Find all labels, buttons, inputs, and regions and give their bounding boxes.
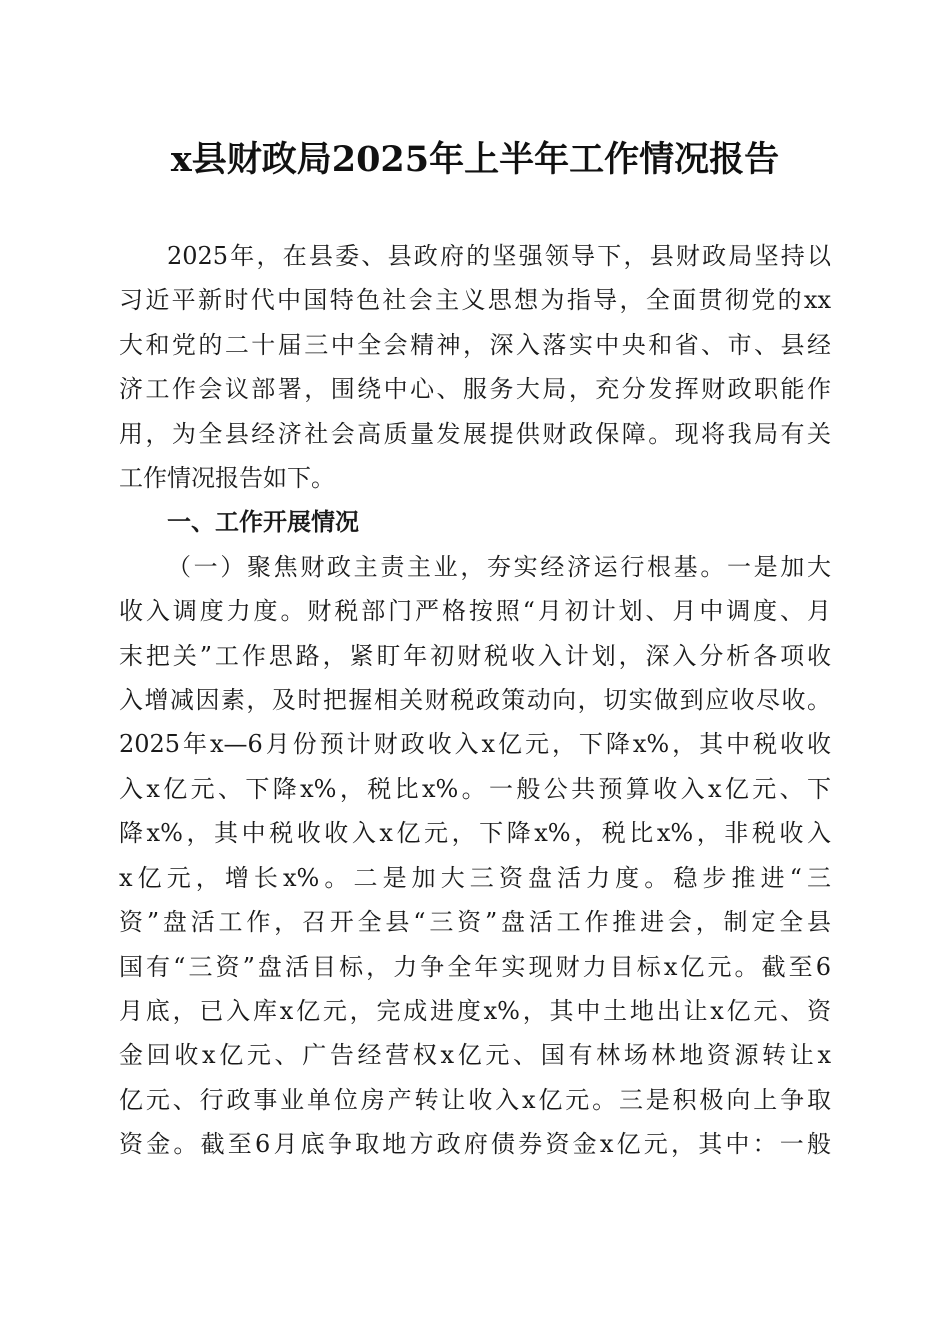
section-heading: 一、工作开展情况: [167, 508, 359, 536]
intro-line: 用，为全县经济社会高质量发展提供财政保障。现将我局有关: [119, 420, 831, 448]
body-line: 月底，已入库x亿元，完成进度x%，其中土地出让x亿元、资: [119, 997, 831, 1025]
body-line: 末把关”工作思路，紧盯年初财税收入计划，深入分析各项收: [119, 642, 831, 670]
intro-line: 大和党的二十届三中全会精神，深入落实中央和省、市、县经: [119, 331, 831, 359]
body-line: x亿元，增长x%。二是加大三资盘活力度。稳步推进“三: [119, 864, 831, 892]
body-line: 入x亿元、下降x%，税比x%。一般公共预算收入x亿元、下: [119, 775, 831, 803]
body-line: 2025年x—6月份预计财政收入x亿元，下降x%，其中税收收: [119, 730, 831, 758]
body-line: （一）聚焦财政主责主业，夯实经济运行根基。一是加大: [167, 553, 831, 581]
document-title: x县财政局2025年上半年工作情况报告: [170, 139, 780, 180]
body-line: 入增减因素，及时把握相关财税政策动向，切实做到应收尽收。: [119, 686, 831, 714]
body-line: 降x%，其中税收收入x亿元，下降x%，税比x%，非税收入: [119, 819, 831, 847]
body-line: 国有“三资”盘活目标，力争全年实现财力目标x亿元。截至6: [119, 953, 831, 981]
intro-line: 工作情况报告如下。: [119, 464, 335, 492]
body-line: 亿元、行政事业单位房产转让收入x亿元。三是积极向上争取: [119, 1086, 831, 1114]
body-line: 收入调度力度。财税部门严格按照“月初计划、月中调度、月: [119, 597, 831, 625]
intro-line: 济工作会议部署，围绕中心、服务大局，充分发挥财政职能作: [119, 375, 831, 403]
body-line: 资金。截至6月底争取地方政府债券资金x亿元，其中：一般: [119, 1130, 831, 1158]
body-line: 金回收x亿元、广告经营权x亿元、国有林场林地资源转让x: [119, 1041, 831, 1069]
intro-line: 2025年，在县委、县政府的坚强领导下，县财政局坚持以: [167, 242, 831, 270]
body-line: 资”盘活工作，召开全县“三资”盘活工作推进会，制定全县: [119, 908, 831, 936]
intro-line: 习近平新时代中国特色社会主义思想为指导，全面贯彻党的xx: [119, 286, 831, 314]
